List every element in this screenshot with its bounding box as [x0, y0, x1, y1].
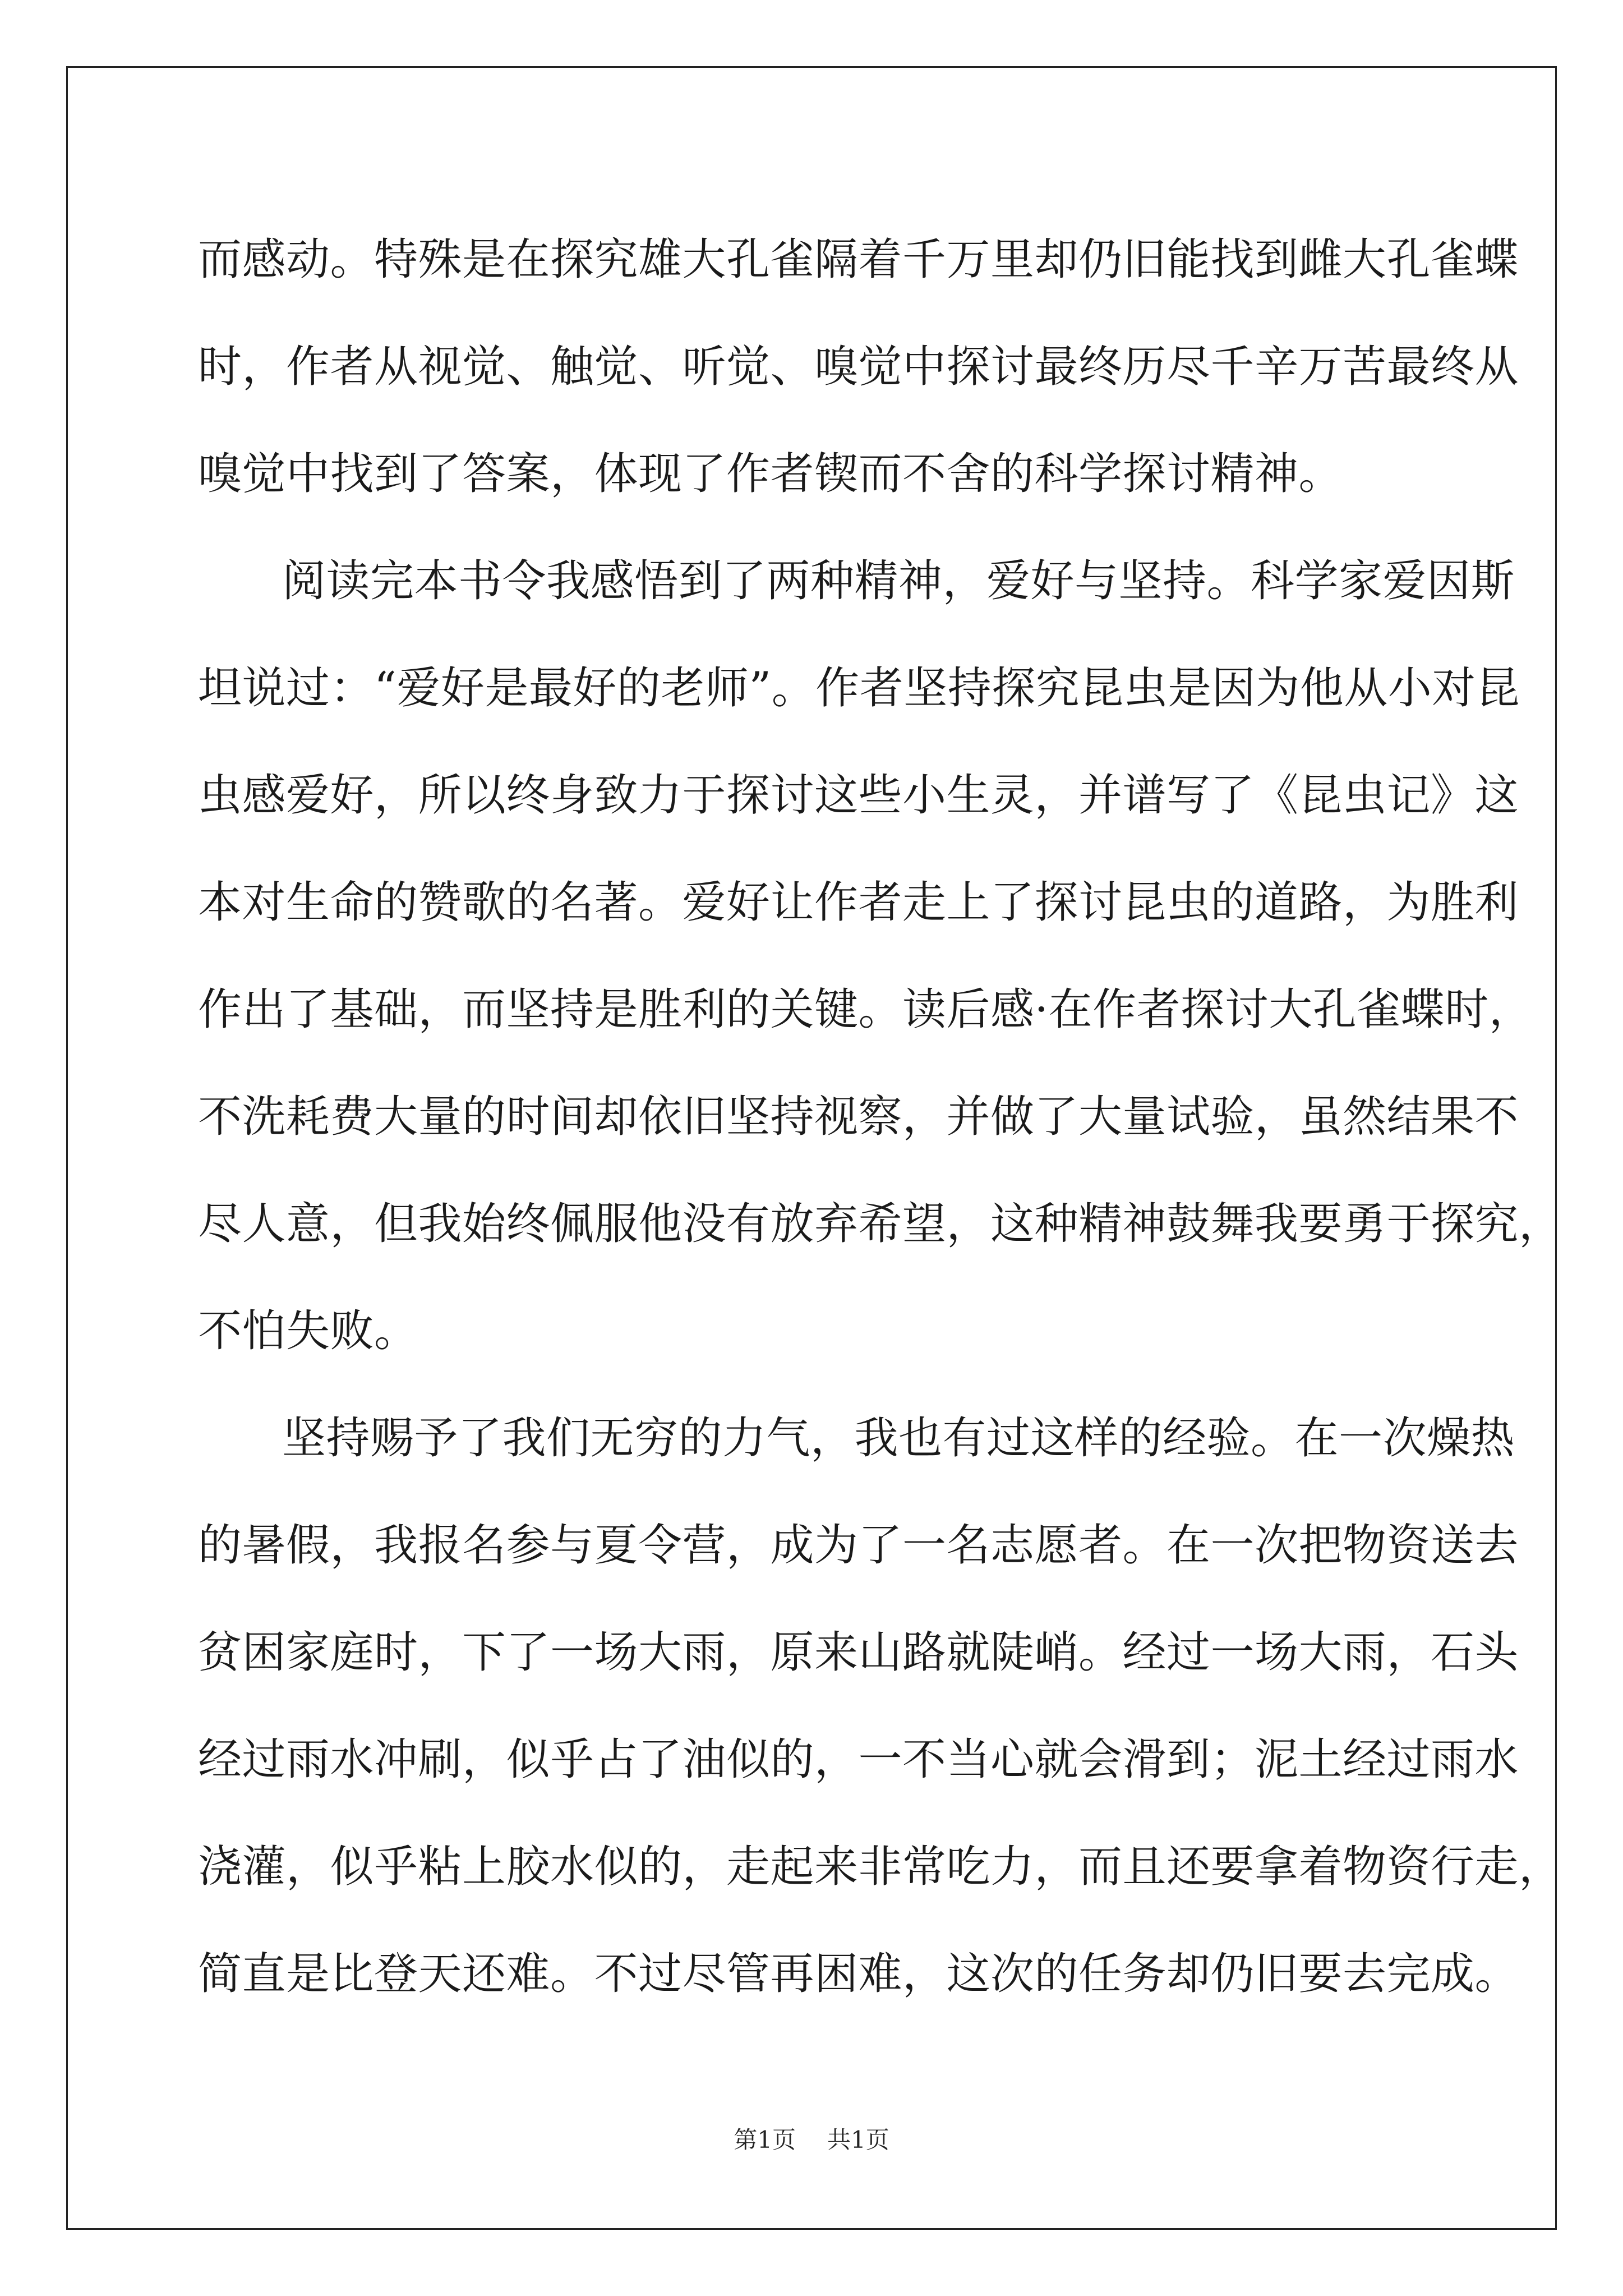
document-body — [198, 206, 1563, 2028]
text-line-6: 虫感爱好，所以终身致力于探讨这些小生灵，并谱写了《昆虫记》这 — [198, 770, 1519, 821]
text-line-13: 的暑假，我报名参与夏令营，成为了一名志愿者。在一次把物资送去 — [198, 1520, 1519, 1571]
page-total: 共1页 — [827, 2126, 889, 2154]
text-line-17: 简直是比登天还难。不过尽管再困难，这次的任务却仍旧要去完成。 — [198, 1949, 1519, 1999]
text-line-9: 不洗耗费大量的时间却依旧坚持视察，并做了大量试验，虽然结果不 — [198, 1092, 1519, 1142]
text-line-7: 本对生命的赞歌的名著。爱好让作者走上了探讨昆虫的道路，为胜利 — [198, 877, 1519, 928]
text-line-3: 嗅觉中找到了答案，体现了作者锲而不舍的科学探讨精神。 — [198, 449, 1343, 499]
text-line-14: 贫困家庭时，下了一场大雨，原来山路就陡峭。经过一场大雨，石头 — [198, 1627, 1519, 1678]
page-footer — [0, 2123, 1623, 2157]
text-line-2: 时，作者从视觉、触觉、听觉、嗅觉中探讨最终历尽千辛万苦最终从 — [198, 342, 1519, 392]
text-line-11: 不怕失败。 — [198, 1306, 418, 1356]
text-line-12: 坚持赐予了我们无穷的力气，我也有过这样的经验。在一次燥热 — [282, 1413, 1515, 1464]
text-line-15: 经过雨水冲刷，似乎占了油似的，一不当心就会滑到；泥土经过雨水 — [198, 1734, 1519, 1785]
text-line-8: 作出了基础，而坚持是胜利的关键。读后感·在作者探讨大孔雀蝶时， — [198, 984, 1533, 1035]
text-line-16: 浇灌，似乎粘上胶水似的，走起来非常吃力，而且还要拿着物资行走， — [198, 1842, 1563, 1892]
text-line-5: 坦说过：“爱好是最好的老师”。作者坚持探究昆虫是因为他从小对昆 — [198, 663, 1520, 714]
text-line-1: 而感动。特殊是在探究雄大孔雀隔着千万里却仍旧能找到雌大孔雀蝶 — [198, 234, 1519, 285]
page-number: 第1页 — [734, 2126, 796, 2154]
text-line-10: 尽人意，但我始终佩服他没有放弃希望，这种精神鼓舞我要勇于探究， — [198, 1199, 1563, 1249]
text-line-4: 阅读完本书令我感悟到了两种精神，爱好与坚持。科学家爱因斯 — [282, 556, 1515, 606]
